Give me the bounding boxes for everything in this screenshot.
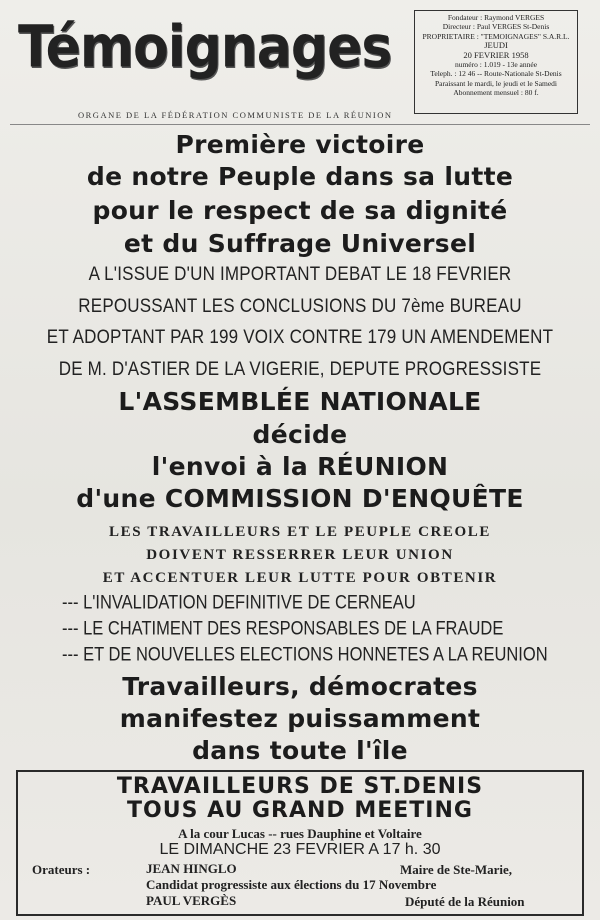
decision-line-1: L'ASSEMBLÉE NATIONALE [118, 387, 482, 416]
speaker-2-role: Député de la Réunion [405, 894, 525, 909]
meeting-title-2: TOUS AU GRAND MEETING [127, 798, 473, 823]
issue-day: JEUDI [484, 40, 508, 51]
organe-subtitle: ORGANE DE LA FÉDÉRATION COMMUNISTE DE LA RÉUNION [78, 110, 393, 120]
telephone-line: Teleph. : 12 46 -- Route-Nationale St-Denis [430, 69, 562, 79]
founder-line: Fondateur : Raymond VERGES [447, 13, 545, 22]
body-line-4: DE M. D'ASTIER DE LA VIGERIE, DEPUTE PROGRESSISTE [58, 357, 542, 380]
publication-days: Paraissant le mardi, le jeudi et le Samedi [434, 78, 558, 88]
body-line-2: REPOUSSANT LES CONCLUSIONS DU 7ème BUREAU [78, 294, 522, 317]
subscription-line: Abonnement mensuel : 80 f. [453, 88, 539, 98]
demand-item-3: --- ET DE NOUVELLES ELECTIONS HONNETES A LA REUNION [62, 644, 548, 666]
demand-item-2: --- LE CHATIMENT DES RESPONSABLES DE LA FRAUDE [62, 618, 504, 640]
meeting-date: LE DIMANCHE 23 FEVRIER A 17 h. 30 [159, 841, 441, 858]
body-line-3: ET ADOPTANT PAR 199 VOIX CONTRE 179 UN AMENDEMENT [46, 325, 554, 348]
speaker-1-name: JEAN HINGLO [146, 861, 237, 876]
meeting-title-1: TRAVAILLEURS DE ST.DENIS [116, 774, 484, 799]
decision-line-4: d'une COMMISSION D'ENQUÊTE [76, 484, 524, 513]
appeal-line-3: ET ACCENTUER LEUR LUTTE POUR OBTENIR [102, 570, 498, 586]
speakers-label: Orateurs : [32, 862, 91, 877]
speaker-2-name: PAUL VERGÈS [146, 893, 237, 908]
meeting-place: A la cour Lucas -- rues Dauphine et Voltaire [178, 826, 422, 841]
speaker-1-detail: Candidat progressiste aux élections du 17 Novembre [146, 877, 437, 892]
issue-number: numéro : 1.019 - 13e année [454, 60, 538, 70]
decision-line-3: l'envoi à la RÉUNION [151, 452, 449, 481]
decision-line-2: décide [252, 420, 348, 449]
issue-date: 20 FEVRIER 1958 [463, 49, 529, 60]
call-line-1: Travailleurs, démocrates [122, 672, 478, 701]
masthead [0, 0, 600, 122]
body-line-1: A L'ISSUE D'UN IMPORTANT DEBAT LE 18 FEVRIER [88, 262, 512, 285]
demand-item-1: --- L'INVALIDATION DEFINITIVE DE CERNEAU [62, 592, 416, 614]
director-line: Directeur : Paul VERGES St-Denis [442, 22, 550, 32]
headline-line-3: pour le respect de sa dignité [92, 196, 508, 225]
newspaper-title: Témoignages [18, 14, 392, 82]
appeal-line-2: DOIVENT RESSERRER LEUR UNION [146, 547, 454, 563]
headline-line-1: Première victoire [175, 130, 425, 159]
speaker-1-role: Maire de Ste-Marie, [400, 862, 513, 877]
publication-info-box [414, 10, 578, 114]
call-line-3: dans toute l'île [192, 736, 408, 765]
appeal-line-1: LES TRAVAILLEURS ET LE PEUPLE CREOLE [108, 524, 492, 540]
meeting-announcement-box [16, 770, 584, 916]
masthead-divider [10, 124, 590, 125]
call-line-2: manifestez puissamment [119, 704, 481, 733]
headline-line-2: de notre Peuple dans sa lutte [86, 162, 514, 191]
owner-line: PROPRIETAIRE : "TEMOIGNAGES" S.A.R.L. [422, 31, 570, 41]
headline-line-4: et du Suffrage Universel [123, 229, 477, 258]
